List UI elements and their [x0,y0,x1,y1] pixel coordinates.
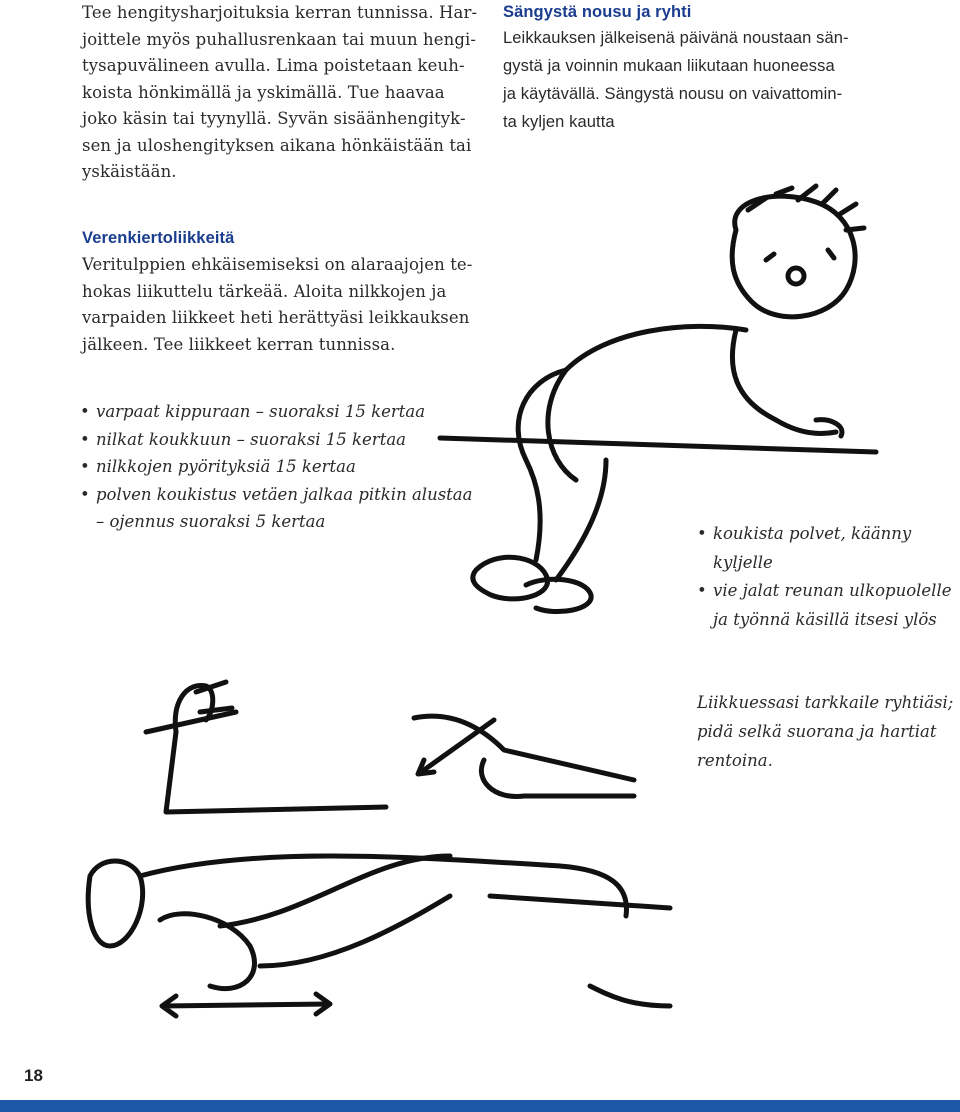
intro-paragraph [82,0,482,186]
list-item: • polven koukistus vetäen jalkaa pitkin alustaa – ojennus suoraksi 5 kertaa [80,481,480,536]
text-line: joittele myös puhallusrenkaan tai muun hengi- [82,29,477,49]
text-line: ta kyljen kautta [503,113,615,131]
page-number: 18 [24,1066,43,1085]
knee-bend-illustration [70,836,690,1036]
text-line: Tee hengitysharjoituksia kerran tunnissa. Har- [82,3,478,22]
ankle-rotation-illustration [404,700,644,810]
text-line: sen ja uloshengityksen aikana hönkäistään tai [82,135,472,155]
list-item: • koukista polvet, käänny kyljelle [697,520,957,577]
list-item: • nilkat koukkuun – suoraksi 15 kertaa [80,426,480,454]
text-line: varpaiden liikkeet heti herättyäsi leikkauksen [82,308,470,327]
text-line: gystä ja voinnin mukaan liikutaan huoneessa [503,57,835,75]
posture-note: Liikkuessasi tarkkaile ryhtiäsi; pidä selkä suorana ja hartiat rentoina. [697,693,954,770]
text-line: joko käsin tai tyynyllä. Syvän sisäänhengityk- [82,109,466,128]
ankle-flex-illustration [136,672,396,822]
bottom-bar [0,1100,960,1112]
circulation-heading: Verenkiertoliikkeitä [82,229,235,247]
list-item: • vie jalat reunan ulkopuolelle ja työnnä käsillä itsesi ylös [697,577,957,634]
list-item: • varpaat kippuraan – suoraksi 15 kertaa [80,398,480,426]
rising-heading: Sängystä nousu ja ryhti [503,3,692,21]
text-line: yskäistään. [82,162,177,181]
text-line: jälkeen. Tee liikkeet kerran tunnissa. [82,334,396,354]
person-rising-illustration [436,180,880,620]
text-line: koista hönkimällä ja yskimällä. Tue haavaa [82,82,445,102]
rising-section [503,0,923,136]
list-item: • nilkkojen pyörityksiä 15 kertaa [80,453,480,481]
text-line: ja käytävällä. Sängystä nousu on vaivattomin- [503,85,843,103]
text-line: Leikkauksen jälkeisenä päivänä noustaan sän- [503,29,849,47]
text-line: Veritulppien ehkäisemiseksi on alaraajojen te- [82,255,473,274]
circulation-section [82,226,482,358]
text-line: hokas liikuttelu tärkeää. Aloita nilkkojen ja [82,281,447,301]
text-line: tysapuvälineen avulla. Lima poistetaan keuh- [82,56,465,75]
exercise-list [80,398,480,536]
